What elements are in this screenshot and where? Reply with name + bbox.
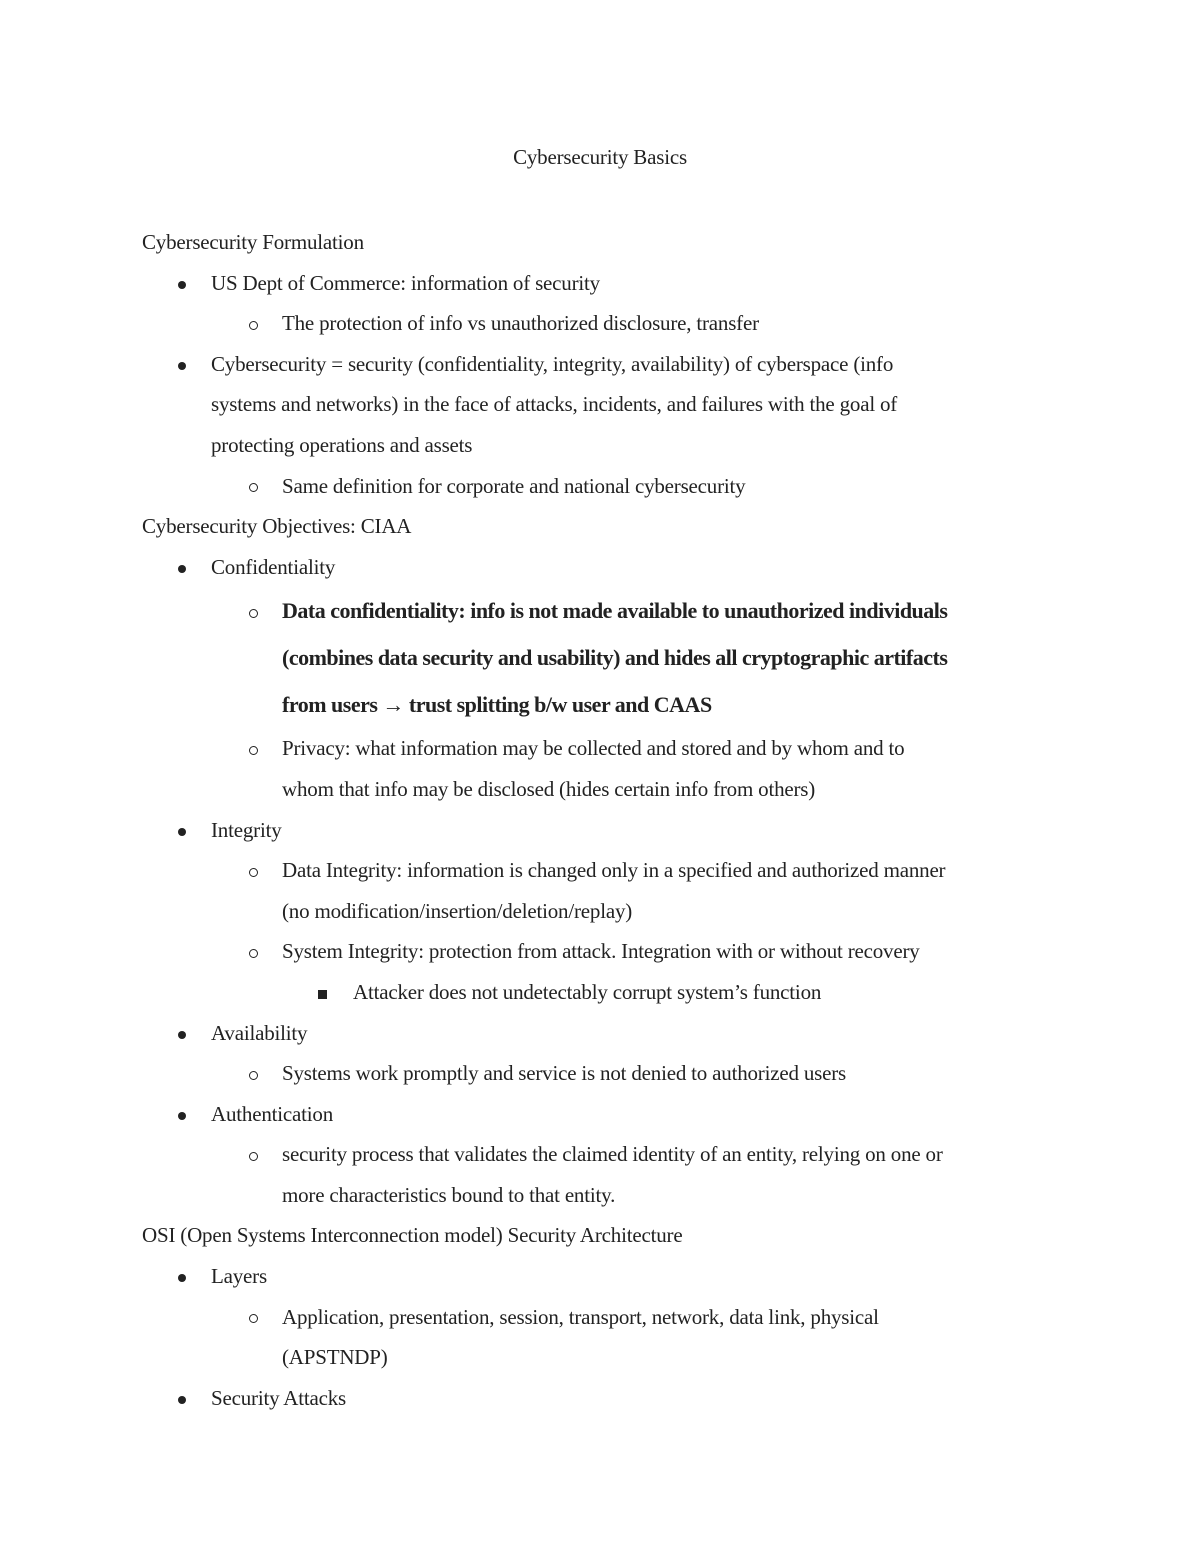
circle-bullet-icon [249, 587, 258, 634]
sub-list-item-continuation: (no modification/insertion/deletion/replay) [282, 898, 633, 923]
section-heading: Cybersecurity Objectives: CIAA [142, 514, 412, 539]
sub-list-item: Data Integrity: information is changed only in a specified and authorized manner [142, 850, 1062, 891]
circle-bullet-icon [249, 728, 258, 769]
sub-list-item: The protection of info vs unauthorized disclosure, transfer [142, 303, 1062, 344]
sub-list-item: Systems work promptly and service is not denied to authorized users [142, 1053, 1062, 1094]
document-body [142, 222, 1062, 1418]
sub-list-item: Privacy: what information may be collected and stored and by whom and to [142, 728, 1062, 769]
sub-list-item-continuation: whom that info may be disclosed (hides certain info from others) [282, 776, 816, 801]
list-item: US Dept of Commerce: information of security [142, 263, 1062, 304]
list-item-continuation: protecting operations and assets [211, 432, 473, 457]
circle-bullet-icon [249, 303, 258, 344]
square-bullet-icon [318, 972, 327, 1013]
disc-bullet-icon [178, 1256, 186, 1297]
list-item: Security Attacks [142, 1378, 1062, 1419]
list-item: Integrity [142, 810, 1062, 851]
sub-list-item-continuation: (APSTNDP) [282, 1345, 388, 1370]
document-title: Cybersecurity Basics [513, 145, 687, 169]
list-item: Authentication [142, 1094, 1062, 1135]
disc-bullet-icon [178, 263, 186, 304]
sub-list-item: System Integrity: protection from attack. Integration with or without recovery [142, 931, 1062, 972]
sub-list-item-continuation: from users → trust splitting b/w user and CAAS [282, 692, 712, 718]
sub-list-item: Application, presentation, session, transport, network, data link, physical [142, 1297, 1062, 1338]
disc-bullet-icon [178, 344, 186, 385]
circle-bullet-icon [249, 466, 258, 507]
sub-list-item: security process that validates the claimed identity of an entity, relying on one or [142, 1134, 1062, 1175]
sub-list-item-continuation: (combines data security and usability) and hides all cryptographic artifacts [282, 645, 948, 671]
disc-bullet-icon [178, 810, 186, 851]
list-item: Layers [142, 1256, 1062, 1297]
list-item: Cybersecurity = security (confidentiality, integrity, availability) of cyberspace (info [142, 344, 1062, 385]
list-item: Confidentiality [142, 547, 1062, 588]
section-heading: Cybersecurity Formulation [142, 230, 364, 254]
section-heading: OSI (Open Systems Interconnection model) Security Architecture [142, 1223, 683, 1248]
list-item-continuation: systems and networks) in the face of attacks, incidents, and failures with the goal of [211, 392, 898, 417]
list-item: Availability [142, 1013, 1062, 1054]
circle-bullet-icon [249, 1297, 258, 1338]
sub-list-item: Same definition for corporate and national cybersecurity [142, 466, 1062, 507]
circle-bullet-icon [249, 1053, 258, 1094]
circle-bullet-icon [249, 1134, 258, 1175]
disc-bullet-icon [178, 1013, 186, 1054]
sub-list-item: Data confidentiality: info is not made available to unauthorized individuals [142, 587, 1062, 634]
sub-sub-list-item: Attacker does not undetectably corrupt system’s function [142, 972, 1062, 1013]
circle-bullet-icon [249, 850, 258, 891]
sub-list-item-continuation: more characteristics bound to that entity. [282, 1182, 616, 1207]
disc-bullet-icon [178, 1378, 186, 1419]
disc-bullet-icon [178, 1094, 186, 1135]
disc-bullet-icon [178, 547, 186, 588]
circle-bullet-icon [249, 931, 258, 972]
